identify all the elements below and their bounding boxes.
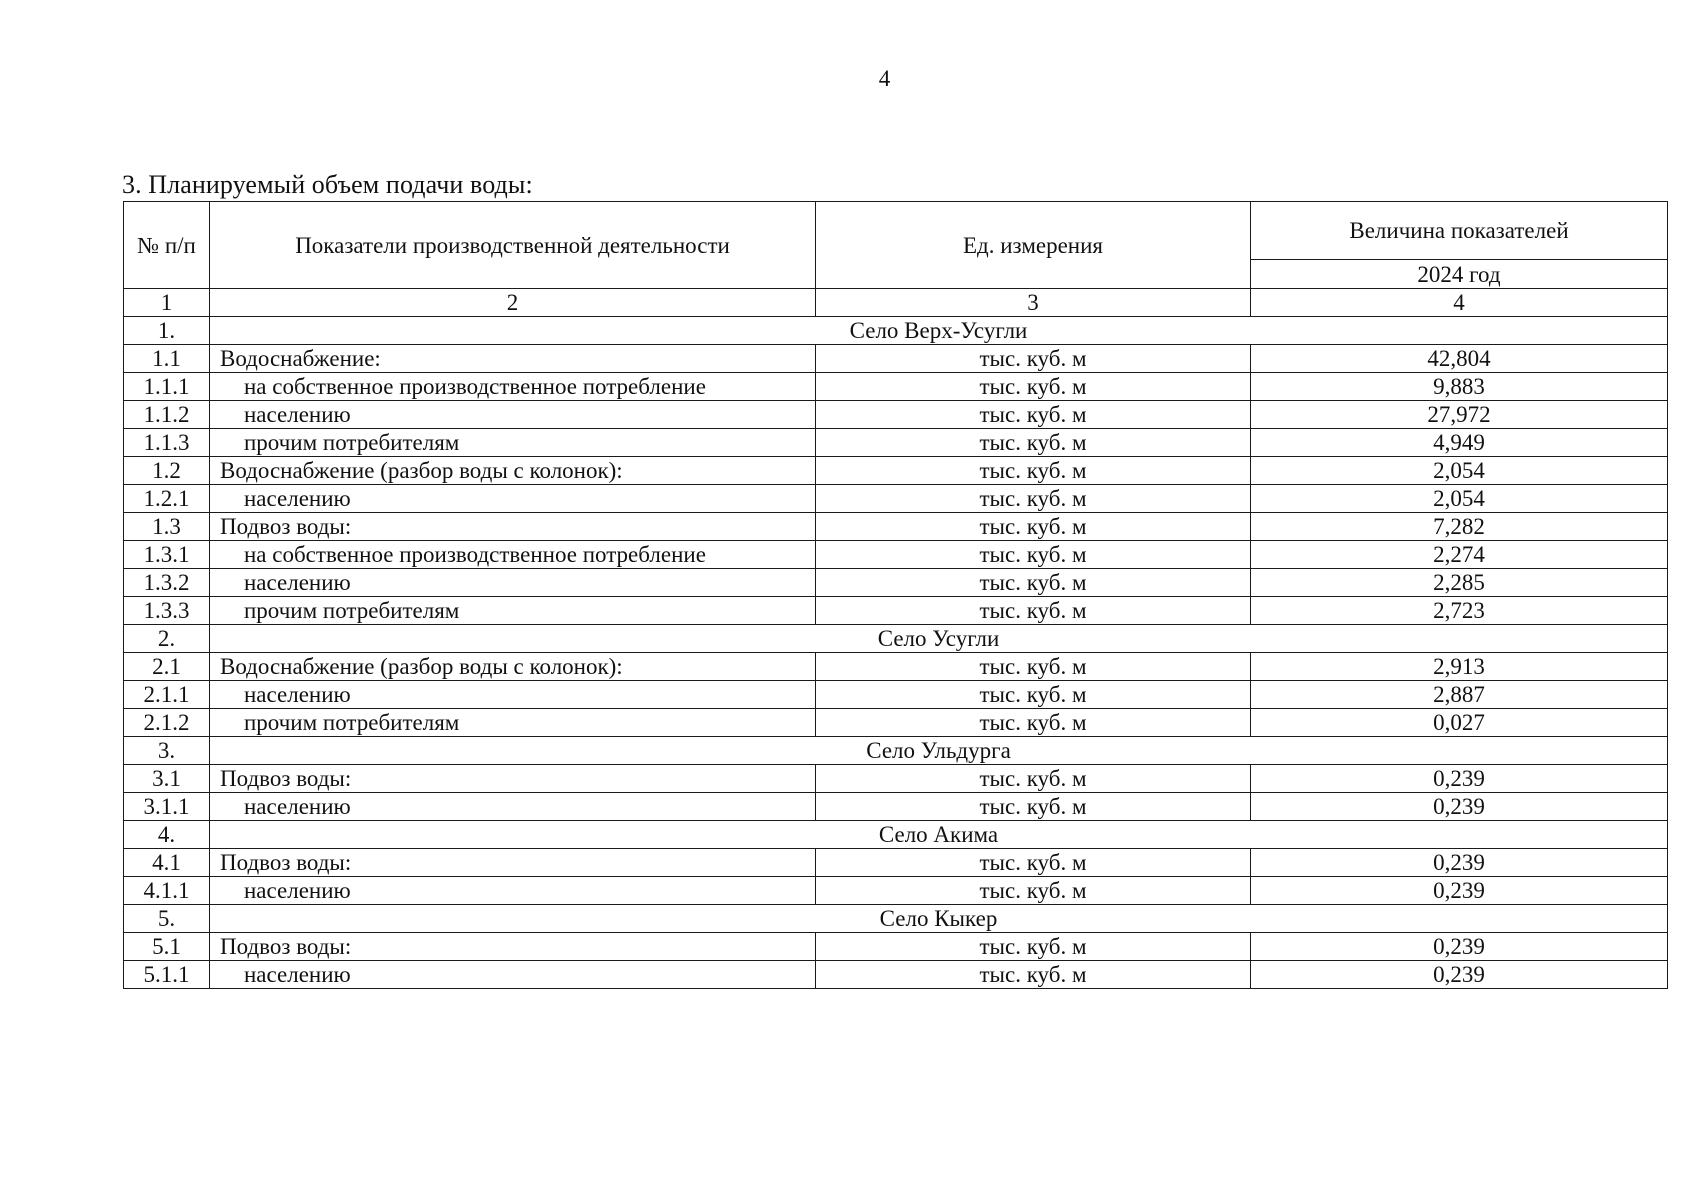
row-value: 2,723 [1251,597,1668,625]
row-num: 3.1.1 [124,793,210,821]
row-value: 27,972 [1251,401,1668,429]
table-row [124,569,1668,597]
row-num: 2.1.1 [124,681,210,709]
row-num: 5.1 [124,933,210,961]
row-unit: тыс. куб. м [816,485,1251,513]
section-name: Село Акима [210,821,1668,849]
section-name: Село Ульдурга [210,737,1668,765]
row-unit: тыс. куб. м [816,961,1251,989]
section-num: 5. [124,905,210,933]
section-name: Село Кыкер [210,905,1668,933]
page-number: 4 [878,66,891,91]
row-value: 0,239 [1251,849,1668,877]
row-indicator: Подвоз воды: [210,765,816,793]
row-value: 4,949 [1251,429,1668,457]
row-indicator: населению [210,401,816,429]
table-row [124,709,1668,737]
column-number: 2 [210,289,816,317]
row-value: 2,274 [1251,541,1668,569]
table-row [124,513,1668,541]
row-num: 1.2 [124,457,210,485]
table-row [124,345,1668,373]
section-title: 3. Планируемый объем подачи воды: [122,170,533,199]
row-unit: тыс. куб. м [816,401,1251,429]
row-indicator: Подвоз воды: [210,933,816,961]
row-value: 2,913 [1251,653,1668,681]
row-value: 0,239 [1251,933,1668,961]
row-indicator: населению [210,793,816,821]
row-unit: тыс. куб. м [816,709,1251,737]
column-number: 4 [1251,289,1668,317]
row-num: 1.1.3 [124,429,210,457]
row-value: 0,027 [1251,709,1668,737]
row-indicator: населению [210,681,816,709]
table-row [124,541,1668,569]
row-num: 1.3.2 [124,569,210,597]
section-num: 4. [124,821,210,849]
row-unit: тыс. куб. м [816,765,1251,793]
row-value: 0,239 [1251,765,1668,793]
header-unit: Ед. измерения [816,202,1251,289]
section-num: 2. [124,625,210,653]
section-row [124,317,1668,345]
table-row [124,401,1668,429]
water-supply-table [123,201,1668,989]
section-num: 3. [124,737,210,765]
row-unit: тыс. куб. м [816,653,1251,681]
row-unit: тыс. куб. м [816,457,1251,485]
row-unit: тыс. куб. м [816,373,1251,401]
row-num: 1.1.2 [124,401,210,429]
header-value-group: Величина показателей [1251,202,1668,260]
row-value: 2,054 [1251,485,1668,513]
row-unit: тыс. куб. м [816,793,1251,821]
row-value: 0,239 [1251,961,1668,989]
row-indicator: Водоснабжение (разбор воды с колонок): [210,653,816,681]
row-indicator: на собственное производственное потребление [210,373,816,401]
row-unit: тыс. куб. м [816,569,1251,597]
row-num: 4.1.1 [124,877,210,905]
table-row [124,373,1668,401]
row-indicator: населению [210,569,816,597]
table-row [124,457,1668,485]
row-num: 2.1.2 [124,709,210,737]
row-num: 1.2.1 [124,485,210,513]
column-numbers-row [124,289,1668,317]
row-indicator: Водоснабжение (разбор воды с колонок): [210,457,816,485]
row-unit: тыс. куб. м [816,513,1251,541]
row-num: 1.1.1 [124,373,210,401]
row-num: 1.3 [124,513,210,541]
table-row [124,849,1668,877]
section-row [124,737,1668,765]
table-row [124,653,1668,681]
row-value: 9,883 [1251,373,1668,401]
row-num: 1.3.3 [124,597,210,625]
table-row [124,877,1668,905]
table-row [124,765,1668,793]
row-num: 5.1.1 [124,961,210,989]
column-number: 3 [816,289,1251,317]
row-value: 2,054 [1251,457,1668,485]
table-row [124,429,1668,457]
row-unit: тыс. куб. м [816,541,1251,569]
row-unit: тыс. куб. м [816,429,1251,457]
table-row [124,793,1668,821]
row-indicator: Подвоз воды: [210,513,816,541]
section-row [124,821,1668,849]
section-name: Село Верх-Усугли [210,317,1668,345]
row-value: 0,239 [1251,877,1668,905]
table-row [124,961,1668,989]
row-unit: тыс. куб. м [816,877,1251,905]
row-unit: тыс. куб. м [816,933,1251,961]
row-indicator: Подвоз воды: [210,849,816,877]
table-row [124,933,1668,961]
row-num: 3.1 [124,765,210,793]
row-indicator: прочим потребителям [210,709,816,737]
column-number: 1 [124,289,210,317]
row-indicator: прочим потребителям [210,597,816,625]
row-value: 2,887 [1251,681,1668,709]
row-indicator: населению [210,961,816,989]
header-num: № п/п [124,202,210,289]
section-row [124,625,1668,653]
row-num: 2.1 [124,653,210,681]
header-indicator: Показатели производственной деятельности [210,202,816,289]
row-indicator: на собственное производственное потребление [210,541,816,569]
row-unit: тыс. куб. м [816,345,1251,373]
row-value: 0,239 [1251,793,1668,821]
row-unit: тыс. куб. м [816,681,1251,709]
row-num: 1.3.1 [124,541,210,569]
row-unit: тыс. куб. м [816,597,1251,625]
section-name: Село Усугли [210,625,1668,653]
header-year: 2024 год [1251,260,1668,289]
row-indicator: населению [210,877,816,905]
row-indicator: Водоснабжение: [210,345,816,373]
table-row [124,485,1668,513]
table-row [124,597,1668,625]
row-unit: тыс. куб. м [816,849,1251,877]
row-value: 42,804 [1251,345,1668,373]
row-num: 4.1 [124,849,210,877]
row-num: 1.1 [124,345,210,373]
section-num: 1. [124,317,210,345]
row-indicator: населению [210,485,816,513]
row-value: 7,282 [1251,513,1668,541]
row-value: 2,285 [1251,569,1668,597]
table-row [124,681,1668,709]
header-row [124,202,1668,260]
row-indicator: прочим потребителям [210,429,816,457]
section-row [124,905,1668,933]
